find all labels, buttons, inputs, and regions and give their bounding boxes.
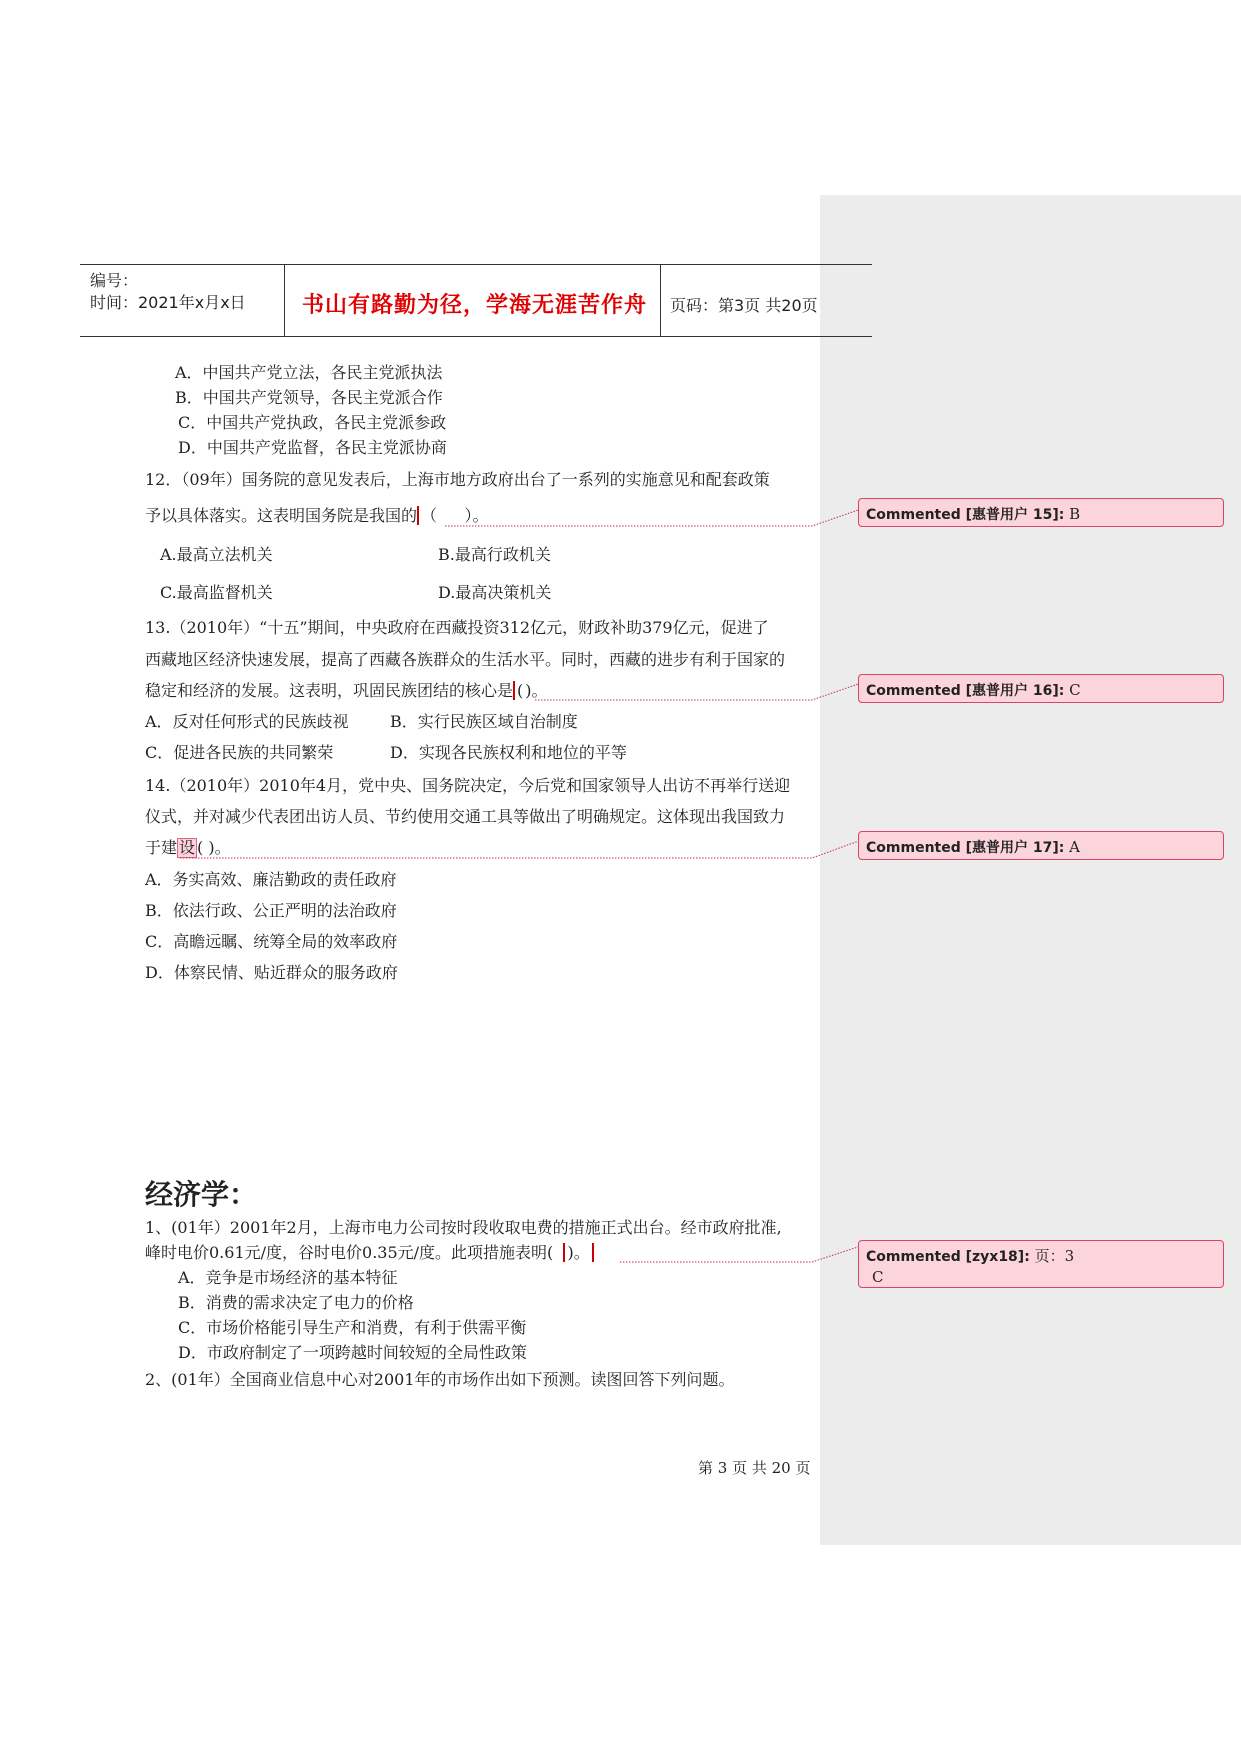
e1-line1: 1、(01年）2001年2月，上海市电力公司按时段收取电费的措施正式出台。经市政府批准, xyxy=(145,1218,782,1237)
comment-17-author: Commented [惠普用户 17]: xyxy=(866,840,1065,856)
q14-comment-anchor[interactable]: 设 xyxy=(179,838,196,857)
q11-option-c: C．中国共产党执政，各民主党派参政 xyxy=(178,413,447,432)
comment-15-author: Commented [惠普用户 15]: xyxy=(866,507,1065,523)
e1-option-d: D．市政府制定了一项跨越时间较短的全局性政策 xyxy=(178,1343,527,1362)
q13-option-b: B．实行民族区域自治制度 xyxy=(390,712,578,731)
comment-18-text2: C xyxy=(872,1268,884,1286)
q14-option-a: A．务实高效、廉洁勤政的责任政府 xyxy=(145,870,397,889)
q12-option-c: C.最高监督机关 xyxy=(160,583,273,602)
q12-option-d: D.最高决策机关 xyxy=(438,583,552,602)
comment-balloon-15[interactable] xyxy=(858,498,1224,527)
q12-comment-anchor[interactable]: （ xyxy=(417,506,439,525)
connector-16 xyxy=(535,682,864,700)
connector-15 xyxy=(445,508,864,526)
e1-option-a: A．竞争是市场经济的基本特征 xyxy=(178,1268,398,1287)
q12-line1: 12．（09年）国务院的意见发表后，上海市地方政府出台了一系列的实施意见和配套政策 xyxy=(145,470,770,489)
q11-option-b: B．中国共产党领导，各民主党派合作 xyxy=(175,388,443,407)
comment-balloon-17[interactable] xyxy=(858,831,1224,860)
q13-line1: 13.（2010年）“十五”期间，中央政府在西藏投资312亿元，财政补助379亿元，促进了 xyxy=(145,618,769,637)
comment-16-text: C xyxy=(1069,681,1081,699)
header-time-label: 时间：2021年x月x日 xyxy=(90,293,246,312)
footer-page-number: 第 3 页 共 20 页 xyxy=(698,1459,811,1477)
q13-option-d: D．实现各民族权利和地位的平等 xyxy=(390,743,627,762)
comment-16-author: Commented [惠普用户 16]: xyxy=(866,683,1065,699)
e1-comment-anchor[interactable]: )。 xyxy=(563,1243,593,1262)
section-title-economics: 经济学： xyxy=(145,1178,258,1211)
q13-option-c: C．促进各民族的共同繁荣 xyxy=(145,743,334,762)
comment-15-text: B xyxy=(1069,505,1081,523)
e2-line1: 2、(01年）全国商业信息中心对2001年的市场作出如下预测。读图回答下列问题。 xyxy=(145,1370,735,1389)
q13-option-a: A．反对任何形式的民族歧视 xyxy=(145,712,349,731)
q14-option-b: B．依法行政、公正严明的法治政府 xyxy=(145,901,397,920)
comment-18-text: 页：3 xyxy=(1034,1247,1075,1265)
q11-option-a: A．中国共产党立法，各民主党派执法 xyxy=(175,363,443,382)
q13-line3-end: )。 xyxy=(525,681,548,700)
q14-option-d: D．体察民情、贴近群众的服务政府 xyxy=(145,963,398,982)
e1-option-c: C．市场价格能引导生产和消费，有利于供需平衡 xyxy=(178,1318,527,1337)
q12-line2-end: ）。 xyxy=(464,506,489,525)
q12-option-a: A.最高立法机关 xyxy=(160,545,273,564)
header-page-label: 页码：第3页 共20页 xyxy=(670,296,818,315)
q13-line3-text: 稳定和经济的发展。这表明，巩固民族团结的核心是 xyxy=(145,681,514,700)
q12-line2-text: 予以具体落实。这表明国务院是我国的 xyxy=(145,506,418,525)
comment-17-text: A xyxy=(1069,838,1080,856)
q11-option-d: D．中国共产党监督，各民主党派协商 xyxy=(178,438,447,457)
q13-line2: 西藏地区经济快速发展，提高了西藏各族群众的生活水平。同时，西藏的进步有利于国家的 xyxy=(145,650,786,669)
q14-option-c: C．高瞻远瞩、统筹全局的效率政府 xyxy=(145,932,398,951)
comment-balloon-16[interactable] xyxy=(858,674,1224,703)
q13-comment-anchor[interactable]: ( xyxy=(513,681,525,700)
q12-option-b: B.最高行政机关 xyxy=(438,545,551,564)
e1-line2-text: 峰时电价0.61元/度，谷时电价0.35元/度。此项措施表明( xyxy=(145,1243,554,1262)
header-motto: 书山有路勤为径，学海无涯苦作舟 xyxy=(302,292,648,318)
header-number-label: 编号： xyxy=(90,271,139,290)
q14-line1: 14.（2010年）2010年4月，党中央、国务院决定，今后党和国家领导人出访不再举行送迎 xyxy=(145,776,791,795)
e1-option-b: B．消费的需求决定了电力的价格 xyxy=(178,1293,414,1312)
connector-17 xyxy=(180,839,864,858)
comment-balloon-18[interactable] xyxy=(858,1240,1224,1288)
q14-line3-text: 于建 xyxy=(145,838,178,857)
connector-18 xyxy=(620,1245,864,1262)
comment-18-author: Commented [zyx18]: xyxy=(866,1249,1030,1265)
q14-line3-end: ( )。 xyxy=(197,838,231,857)
q14-line2: 仪式，并对减少代表团出访人员、节约使用交通工具等做出了明确规定。这体现出我国致力 xyxy=(145,807,786,826)
